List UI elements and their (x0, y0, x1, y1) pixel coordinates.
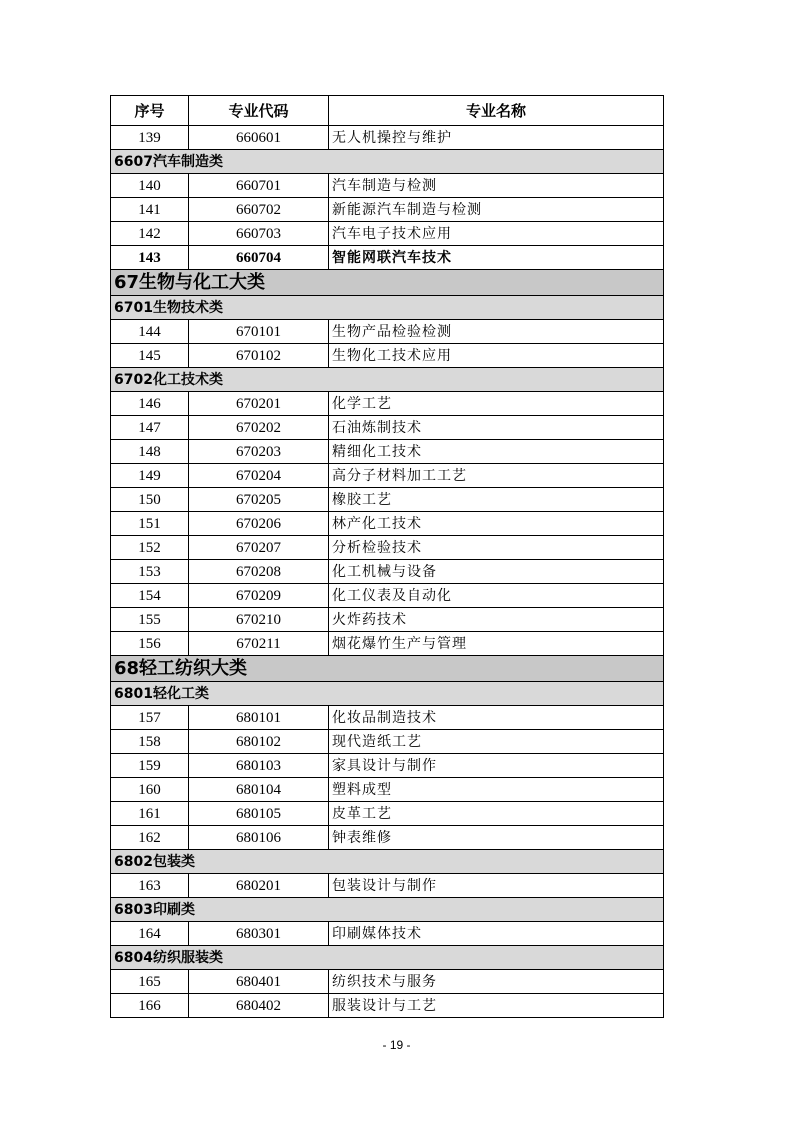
cell-serial: 152 (111, 536, 189, 560)
sub-category-row (111, 296, 664, 320)
cell-name: 石油炼制技术 (329, 416, 664, 440)
cell-serial: 148 (111, 440, 189, 464)
cell-code: 670203 (189, 440, 329, 464)
table-row (111, 632, 664, 656)
table-row (111, 440, 664, 464)
cell-serial: 160 (111, 778, 189, 802)
majors-table (110, 95, 664, 1018)
sub-category-row (111, 150, 664, 174)
category-label: 67生物与化工大类 (111, 270, 664, 296)
table-row (111, 778, 664, 802)
cell-serial: 154 (111, 584, 189, 608)
table-row (111, 754, 664, 778)
table-row (111, 584, 664, 608)
cell-name: 塑料成型 (329, 778, 664, 802)
cell-code: 670102 (189, 344, 329, 368)
cell-serial: 162 (111, 826, 189, 850)
cell-serial: 150 (111, 488, 189, 512)
cell-code: 680402 (189, 994, 329, 1018)
cell-code: 680101 (189, 706, 329, 730)
cell-code: 670207 (189, 536, 329, 560)
cell-serial: 165 (111, 970, 189, 994)
category-label: 6803印刷类 (111, 898, 664, 922)
table-row (111, 608, 664, 632)
table-row (111, 970, 664, 994)
cell-code: 680106 (189, 826, 329, 850)
table-row (111, 802, 664, 826)
cell-serial: 139 (111, 126, 189, 150)
cell-code: 670206 (189, 512, 329, 536)
cell-code: 660702 (189, 198, 329, 222)
table-row (111, 344, 664, 368)
cell-name: 包装设计与制作 (329, 874, 664, 898)
cell-name: 高分子材料加工工艺 (329, 464, 664, 488)
table-row (111, 512, 664, 536)
cell-serial: 161 (111, 802, 189, 826)
cell-code: 670209 (189, 584, 329, 608)
table-row (111, 560, 664, 584)
page-number: - 19 - (382, 1038, 411, 1052)
table-row (111, 706, 664, 730)
sub-category-row (111, 898, 664, 922)
table-row (111, 246, 664, 270)
cell-name: 家具设计与制作 (329, 754, 664, 778)
table-row (111, 174, 664, 198)
cell-name: 分析检验技术 (329, 536, 664, 560)
cell-code: 680201 (189, 874, 329, 898)
cell-code: 660601 (189, 126, 329, 150)
table-row (111, 222, 664, 246)
major-category-row (111, 656, 664, 682)
table-row (111, 320, 664, 344)
cell-code: 670202 (189, 416, 329, 440)
cell-serial: 142 (111, 222, 189, 246)
cell-serial: 157 (111, 706, 189, 730)
cell-code: 680105 (189, 802, 329, 826)
cell-code: 660704 (189, 246, 329, 270)
cell-serial: 144 (111, 320, 189, 344)
cell-name: 林产化工技术 (329, 512, 664, 536)
cell-serial: 155 (111, 608, 189, 632)
cell-serial: 151 (111, 512, 189, 536)
cell-name: 服装设计与工艺 (329, 994, 664, 1018)
major-category-row (111, 270, 664, 296)
cell-serial: 145 (111, 344, 189, 368)
cell-serial: 147 (111, 416, 189, 440)
sub-category-row (111, 946, 664, 970)
cell-code: 680103 (189, 754, 329, 778)
table-row (111, 922, 664, 946)
cell-name: 现代造纸工艺 (329, 730, 664, 754)
cell-serial: 158 (111, 730, 189, 754)
cell-name: 新能源汽车制造与检测 (329, 198, 664, 222)
header-serial: 序号 (111, 96, 189, 126)
table-row (111, 488, 664, 512)
table-row (111, 416, 664, 440)
cell-code: 680301 (189, 922, 329, 946)
category-label: 68轻工纺织大类 (111, 656, 664, 682)
cell-code: 680104 (189, 778, 329, 802)
cell-code: 660703 (189, 222, 329, 246)
sub-category-row (111, 850, 664, 874)
category-label: 6701生物技术类 (111, 296, 664, 320)
cell-name: 生物化工技术应用 (329, 344, 664, 368)
cell-name: 无人机操控与维护 (329, 126, 664, 150)
table-row (111, 126, 664, 150)
table-row (111, 826, 664, 850)
cell-name: 化妆品制造技术 (329, 706, 664, 730)
table-row (111, 730, 664, 754)
cell-serial: 141 (111, 198, 189, 222)
table-header-row (111, 96, 664, 126)
category-label: 6801轻化工类 (111, 682, 664, 706)
cell-name: 精细化工技术 (329, 440, 664, 464)
cell-name: 橡胶工艺 (329, 488, 664, 512)
cell-code: 670101 (189, 320, 329, 344)
table-row (111, 392, 664, 416)
header-name: 专业名称 (329, 96, 664, 126)
category-label: 6607汽车制造类 (111, 150, 664, 174)
table-row (111, 198, 664, 222)
table-row (111, 874, 664, 898)
cell-code: 680102 (189, 730, 329, 754)
cell-name: 化工仪表及自动化 (329, 584, 664, 608)
cell-code: 670208 (189, 560, 329, 584)
cell-name: 烟花爆竹生产与管理 (329, 632, 664, 656)
cell-name: 汽车制造与检测 (329, 174, 664, 198)
cell-name: 汽车电子技术应用 (329, 222, 664, 246)
cell-name: 化工机械与设备 (329, 560, 664, 584)
cell-serial: 143 (111, 246, 189, 270)
cell-code: 670204 (189, 464, 329, 488)
cell-serial: 140 (111, 174, 189, 198)
cell-name: 钟表维修 (329, 826, 664, 850)
cell-serial: 153 (111, 560, 189, 584)
table-row (111, 464, 664, 488)
category-label: 6804纺织服装类 (111, 946, 664, 970)
header-code: 专业代码 (189, 96, 329, 126)
category-label: 6802包装类 (111, 850, 664, 874)
cell-name: 纺织技术与服务 (329, 970, 664, 994)
cell-serial: 149 (111, 464, 189, 488)
category-label: 6702化工技术类 (111, 368, 664, 392)
cell-name: 印刷媒体技术 (329, 922, 664, 946)
cell-code: 670210 (189, 608, 329, 632)
cell-serial: 156 (111, 632, 189, 656)
cell-name: 化学工艺 (329, 392, 664, 416)
table-row (111, 536, 664, 560)
sub-category-row (111, 682, 664, 706)
cell-serial: 164 (111, 922, 189, 946)
cell-serial: 159 (111, 754, 189, 778)
cell-code: 670205 (189, 488, 329, 512)
cell-serial: 166 (111, 994, 189, 1018)
cell-code: 670211 (189, 632, 329, 656)
cell-code: 660701 (189, 174, 329, 198)
cell-name: 皮革工艺 (329, 802, 664, 826)
cell-name: 智能网联汽车技术 (329, 246, 664, 270)
cell-name: 生物产品检验检测 (329, 320, 664, 344)
cell-code: 670201 (189, 392, 329, 416)
cell-name: 火炸药技术 (329, 608, 664, 632)
cell-serial: 146 (111, 392, 189, 416)
sub-category-row (111, 368, 664, 392)
cell-serial: 163 (111, 874, 189, 898)
table-row (111, 994, 664, 1018)
cell-code: 680401 (189, 970, 329, 994)
